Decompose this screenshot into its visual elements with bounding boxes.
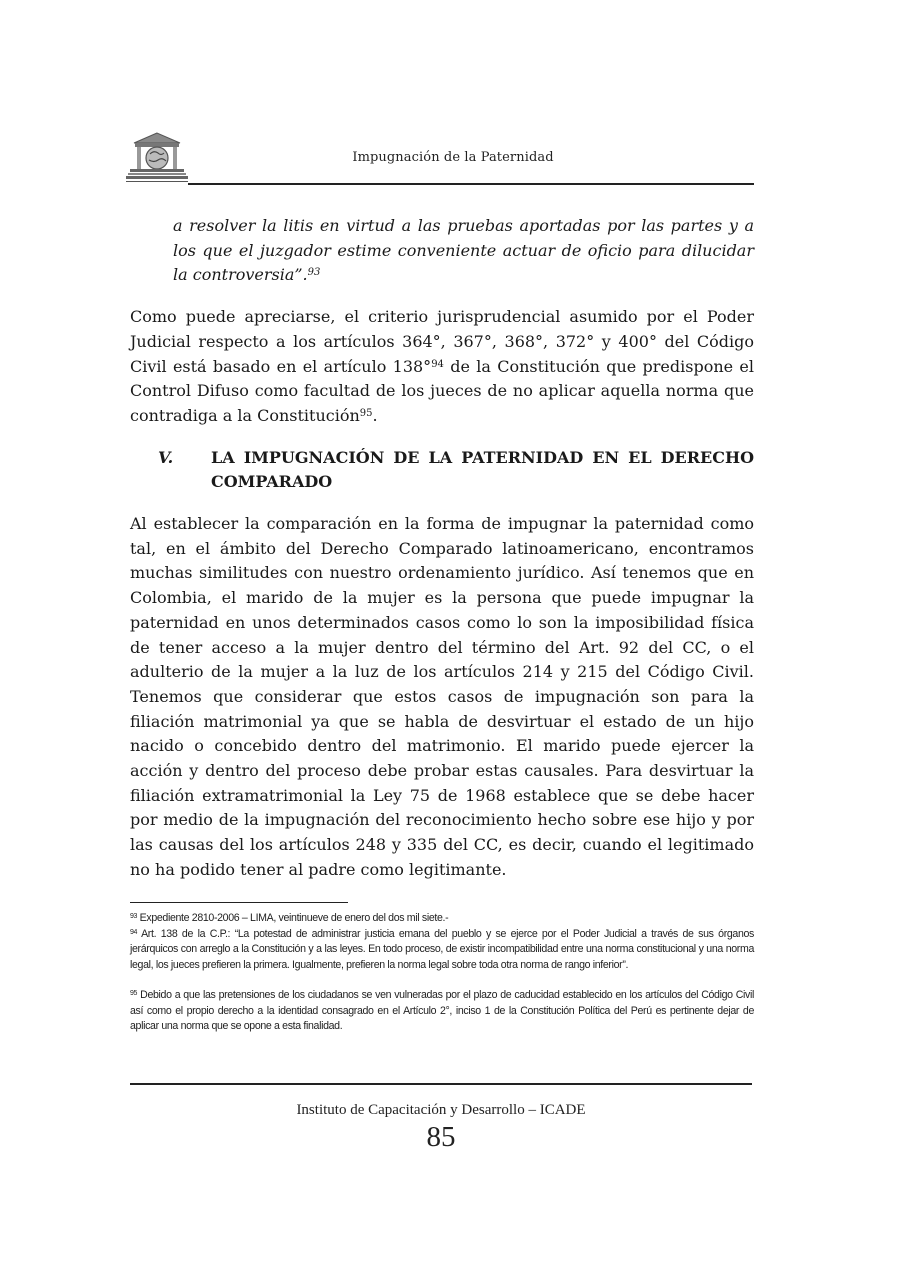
- para1-part3: .: [372, 405, 378, 425]
- section-title-line1: LA IMPUGNACIÓN DE LA PATERNIDAD EN EL DERECHO: [211, 447, 754, 467]
- footnote-text: Art. 138 de la C.P.: “La potestad de administrar justicia emana del pueblo y se ejerce por el Poder Judicial a través de sus órganos jerárquicos con arreglo a la Constitución y a las leyes. En todo proceso, de existir incompatibilidad entre una norma constitucional y una norma legal, los jueces prefieren la primera. Igualmente, prefieren la norma legal sobre toda otra norma de rango inferior”.: [130, 927, 754, 971]
- footnote-ref-94: 94: [431, 358, 444, 370]
- header-rule: [188, 183, 754, 185]
- footnote-text: Debido a que las pretensiones de los ciudadanos se ven vulneradas por el plazo de caducidad establecido en los artículos del Código Civil así como el propio derecho a la identidad consagrado en el Artículo 2°, inciso 1 de la Constitución Política del Perú es pertinente dejar de aplicar una norma que se opone a esta finalidad.: [130, 989, 754, 1032]
- section-title-line2: COMPARADO: [211, 472, 333, 492]
- section-heading: [158, 446, 754, 495]
- paragraph-derecho-comparado: Al establecer la comparación en la forma de impugnar la paternidad como tal, en el ámbito del Derecho Comparado latinoamericano, encontramos muchas similitudes con nuestro ordenamiento jurídico. Así tenemos que en Colombia, el marido de la mujer es la persona que puede impugnar la paternidad en unos determinados casos como lo son la imposibilidad física de tener acceso a la mujer dentro del término del Art. 92 del CC, o el adulterio de la mujer a la luz de los artículos 214 y 215 del Código Civil. Tenemos que considerar que estos casos de impugnación son para la filiación matrimonial ya que se habla de desvirtuar el estado de un hijo nacido o concebido dentro del matrimonio. El marido puede ejercer la acción y dentro del proceso debe probar estas causales. Para desvirtuar la filiación extramatrimonial la Ley 75 de 1968 establece que se debe hacer por medio de la impugnación del reconocimiento hecho sobre ese hijo y por las causas del los artículos 248 y 335 del CC, es decir, cuando el legitimado no ha podido tener al padre como legitimante.: [130, 514, 754, 879]
- footnote-93: [130, 911, 754, 927]
- footnote-94: [130, 927, 754, 974]
- footer-rule: [130, 1083, 752, 1085]
- block-quote: [173, 214, 754, 288]
- footnote-ref-93: 93: [307, 267, 321, 279]
- para1-part2: de la Constitución que predispone el Control Difuso como facultad de los jueces de no aplicar aquella norma que contradiga a la Constitución: [130, 356, 755, 425]
- footnote-number: 94: [130, 928, 138, 936]
- para1-part1: Como puede apreciarse, el criterio jurisprudencial asumido por el Poder Judicial respecto a los artículos 364°, 367°, 368°, 372° y 400° del Código Civil está basado en el artículo 138°: [130, 307, 754, 376]
- quote-text: a resolver la litis en virtud a las pruebas aportadas por las partes y a los que el juzgador estime conveniente actuar de oficio para dilucidar la controversia”.: [173, 216, 754, 285]
- page-number: 85: [426, 1121, 456, 1153]
- section-number: V.: [158, 447, 174, 467]
- footnotes: [130, 911, 754, 1035]
- footnote-number: 95: [130, 990, 138, 997]
- paragraph-control-difuso: [130, 305, 754, 429]
- footnote-text: Expediente 2810-2006 – LIMA, veintinueve de enero del dos mil siete.-: [137, 912, 449, 924]
- footnote-separator: [130, 902, 348, 903]
- footnote-ref-95: 95: [359, 407, 373, 419]
- header-rule-left: [126, 181, 188, 182]
- footnote-number: 93: [130, 913, 138, 920]
- footnote-95: [130, 988, 754, 1035]
- running-header-title: Impugnación de la Paternidad: [352, 150, 554, 165]
- body-text: [130, 214, 754, 883]
- footer-institution: Instituto de Capacitación y Desarrollo – ICADE: [296, 1102, 586, 1118]
